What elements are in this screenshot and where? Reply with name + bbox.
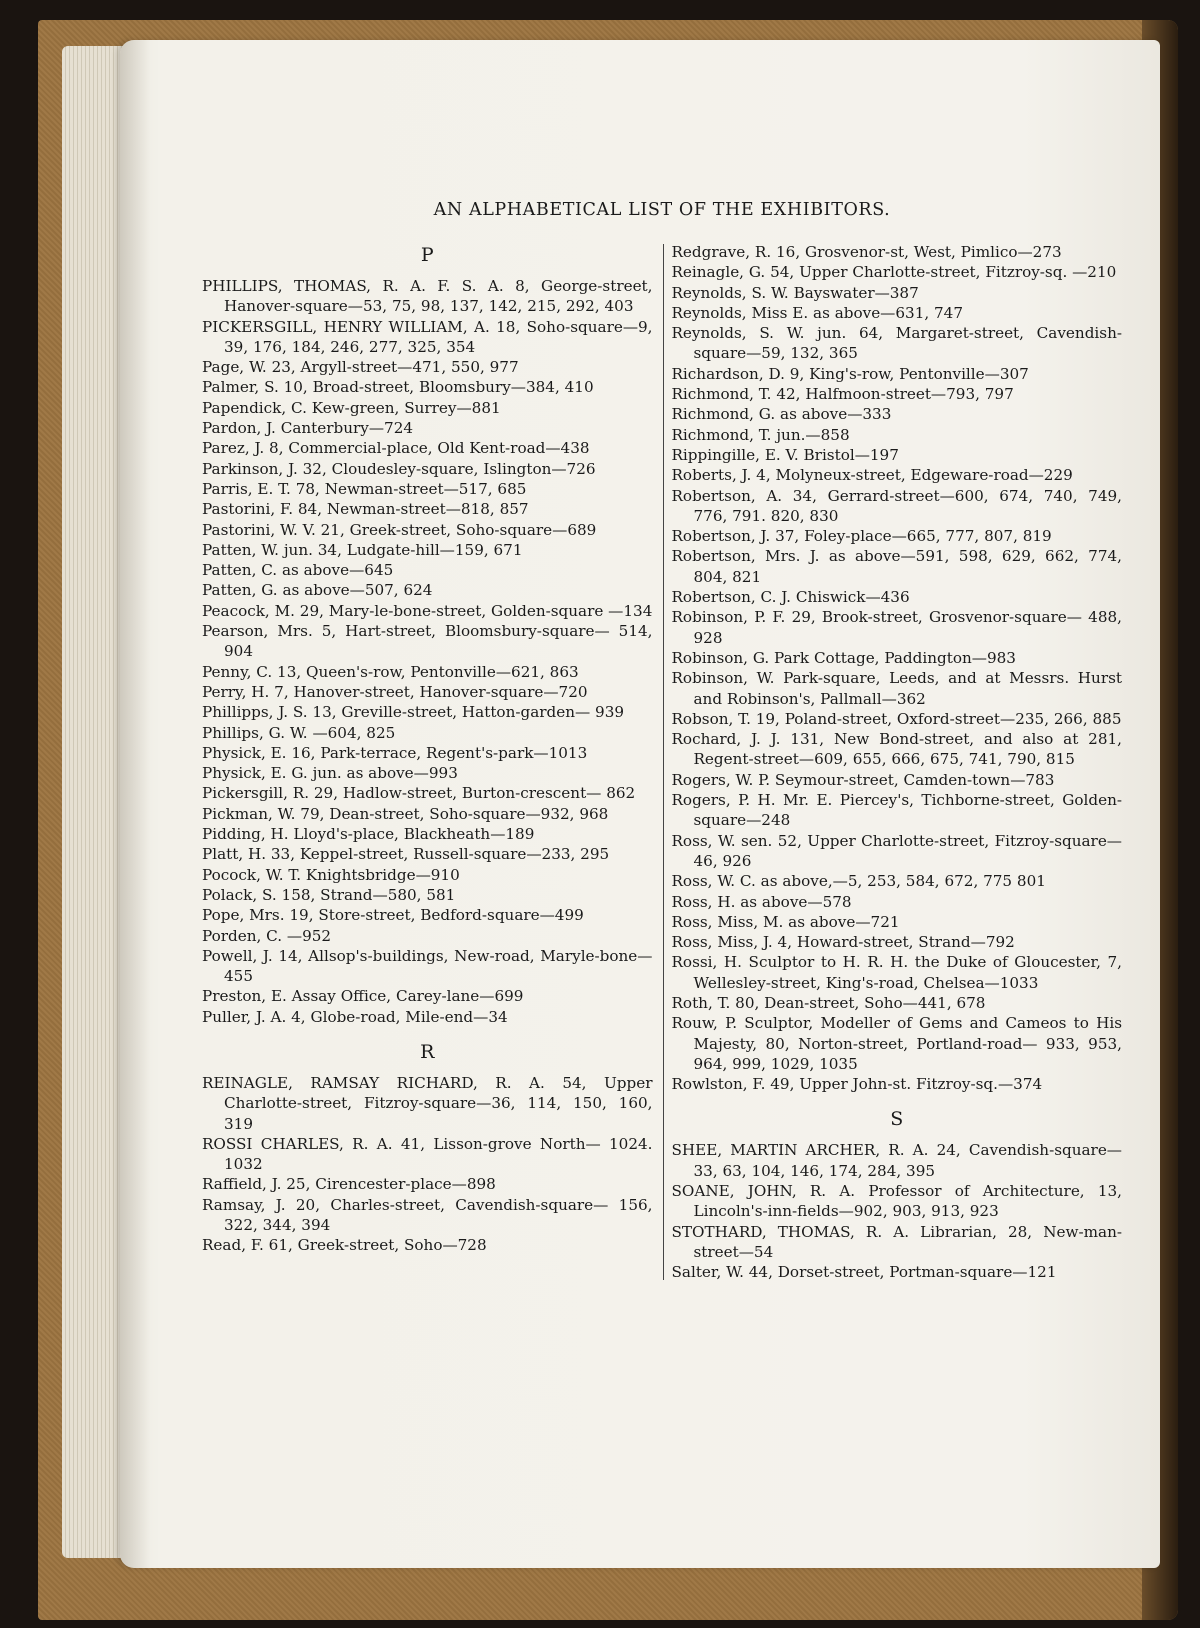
exhibitor-entry: Ramsay, J. 20, Charles-street, Cavendish-square— 156, 322, 344, 394 xyxy=(202,1195,653,1235)
exhibitor-entry: Patten, C. as above—645 xyxy=(202,561,394,580)
exhibitor-entry: Richmond, T. jun.—858 xyxy=(671,425,850,444)
exhibitor-entry: Pastorini, F. 84, Newman-street—818, 857 xyxy=(202,500,529,519)
exhibitor-entry: Physick, E. 16, Park-terrace, Regent's-park—1013 xyxy=(202,743,588,762)
left-column xyxy=(202,242,663,1283)
exhibitor-entry: Redgrave, R. 16, Grosvenor-st, West, Pimlico—273 xyxy=(671,243,1062,261)
exhibitor-entry: Rogers, W. P. Seymour-street, Camden-town—783 xyxy=(671,770,1055,789)
exhibitor-entry: Perry, H. 7, Hanover-street, Hanover-square—720 xyxy=(202,682,588,701)
exhibitor-entry: Phillips, G. W. —604, 825 xyxy=(202,723,396,742)
exhibitor-entry: Patten, G. as above—507, 624 xyxy=(202,581,433,600)
exhibitor-entry: Rochard, J. J. 131, New Bond-street, and also at 281, Regent-street—609, 655, 666, 675, 741, 790, 815 xyxy=(671,730,1122,769)
section-letter: S xyxy=(890,1108,904,1131)
exhibitor-entry: Robinson, G. Park Cottage, Paddington—983 xyxy=(671,648,1016,667)
exhibitor-entry: Reynolds, Miss E. as above—631, 747 xyxy=(671,303,964,322)
exhibitor-entry: Pope, Mrs. 19, Store-street, Bedford-square—499 xyxy=(202,906,584,925)
exhibitor-entry: Polack, S. 158, Strand—580, 581 xyxy=(202,885,456,904)
exhibitor-entry: SHEE, MARTIN ARCHER, R. A. 24, Cavendish-square—33, 63, 104, 146, 174, 284, 395 xyxy=(671,1141,1122,1180)
exhibitor-entry: Robson, T. 19, Poland-street, Oxford-street—235, 266, 885 xyxy=(671,709,1122,728)
exhibitor-entry: Parkinson, J. 32, Cloudesley-square, Islington—726 xyxy=(202,459,596,478)
exhibitor-entry: Rogers, P. H. Mr. E. Piercey's, Tichborne-street, Golden-square—248 xyxy=(671,791,1122,830)
exhibitor-entry: Ross, W. C. as above,—5, 253, 584, 672, 775 801 xyxy=(671,872,1046,891)
exhibitor-entry: Ross, Miss, J. 4, Howard-street, Strand—792 xyxy=(671,933,1015,952)
exhibitor-entry: Papendick, C. Kew-green, Surrey—881 xyxy=(202,398,501,417)
right-column xyxy=(664,242,1123,1283)
exhibitor-entry: Ross, Miss, M. as above—721 xyxy=(671,912,900,931)
exhibitor-entry: Preston, E. Assay Office, Carey-lane—699 xyxy=(202,987,524,1006)
exhibitor-entry: Physick, E. G. jun. as above—993 xyxy=(202,764,458,783)
exhibitor-entry: ROSSI CHARLES, R. A. 41, Lisson-grove North— 1024. 1032 xyxy=(202,1134,653,1174)
exhibitor-entry: Robertson, Mrs. J. as above—591, 598, 629, 662, 774, 804, 821 xyxy=(671,547,1122,586)
exhibitor-entry: Robertson, A. 34, Gerrard-street—600, 674, 740, 749, 776, 791. 820, 830 xyxy=(671,486,1122,525)
exhibitor-entry: Rouw, P. Sculptor, Modeller of Gems and Cameos to His Majesty, 80, Norton-street, Portland-road— 933, 953, 964, 999, 1029, 1035 xyxy=(671,1014,1122,1073)
exhibitor-entry: REINAGLE, RAMSAY RICHARD, R. A. 54, Upper Charlotte-street, Fitzroy-square—36, 114, 150, 160, 319 xyxy=(202,1073,653,1133)
exhibitor-entry: Rowlston, F. 49, Upper John-st. Fitzroy-sq.—374 xyxy=(671,1075,1043,1094)
exhibitor-entry: Porden, C. —952 xyxy=(202,926,332,945)
exhibitor-entry: Patten, W. jun. 34, Ludgate-hill—159, 671 xyxy=(202,540,523,559)
exhibitor-entry: Ross, H. as above—578 xyxy=(671,892,852,911)
exhibitor-entry: Rippingille, E. V. Bristol—197 xyxy=(671,445,899,464)
exhibitor-entry: STOTHARD, THOMAS, R. A. Librarian, 28, New-man-street—54 xyxy=(671,1222,1122,1261)
exhibitor-entry: Robertson, C. J. Chiswick—436 xyxy=(671,588,910,607)
section-letter: R xyxy=(420,1040,435,1063)
exhibitor-entry: Richmond, T. 42, Halfmoon-street—793, 797 xyxy=(671,385,1014,404)
exhibitor-entry: Parez, J. 8, Commercial-place, Old Kent-road—438 xyxy=(202,439,590,458)
exhibitor-entry: Ross, W. sen. 52, Upper Charlotte-street, Fitzroy-square—46, 926 xyxy=(671,831,1122,870)
exhibitor-entry: Reynolds, S. W. jun. 64, Margaret-street, Cavendish-square—59, 132, 365 xyxy=(671,324,1122,363)
exhibitor-entry: Pearson, Mrs. 5, Hart-street, Bloomsbury-square— 514, 904 xyxy=(202,622,653,661)
exhibitor-entry: Robinson, W. Park-square, Leeds, and at Messrs. Hurst and Robinson's, Pallmall—362 xyxy=(671,669,1122,708)
book-page xyxy=(120,40,1160,1568)
exhibitor-entry: Platt, H. 33, Keppel-street, Russell-square—233, 295 xyxy=(202,845,610,864)
exhibitor-entry: SOANE, JOHN, R. A. Professor of Architecture, 13, Lincoln's-inn-fields—902, 903, 913, 923 xyxy=(671,1182,1122,1221)
two-column-list xyxy=(202,242,1122,1283)
exhibitor-entry: Penny, C. 13, Queen's-row, Pentonville—621, 863 xyxy=(202,662,579,681)
exhibitor-entry: Richardson, D. 9, King's-row, Pentonville—307 xyxy=(671,364,1029,383)
exhibitor-entry: Richmond, G. as above—333 xyxy=(671,405,892,424)
exhibitor-entry: Palmer, S. 10, Broad-street, Bloomsbury—384, 410 xyxy=(202,378,594,397)
page-content xyxy=(202,200,1122,1283)
exhibitor-entry: Reinagle, G. 54, Upper Charlotte-street, Fitzroy-sq. —210 xyxy=(671,263,1117,282)
exhibitor-entry: Phillipps, J. S. 13, Greville-street, Hatton-garden— 939 xyxy=(202,703,625,722)
exhibitor-entry: Pastorini, W. V. 21, Greek-street, Soho-square—689 xyxy=(202,520,597,539)
exhibitor-entry: Powell, J. 14, Allsop's-buildings, New-road, Maryle-bone—455 xyxy=(202,946,653,986)
exhibitor-entry: Pocock, W. T. Knightsbridge—910 xyxy=(202,865,460,884)
exhibitor-entry: Raffield, J. 25, Cirencester-place—898 xyxy=(202,1175,496,1194)
exhibitor-entry: Salter, W. 44, Dorset-street, Portman-square—121 xyxy=(671,1263,1057,1282)
exhibitor-entry: Read, F. 61, Greek-street, Soho—728 xyxy=(202,1236,487,1255)
exhibitor-entry: Pardon, J. Canterbury—724 xyxy=(202,419,414,438)
exhibitor-entry: Page, W. 23, Argyll-street—471, 550, 977 xyxy=(202,358,519,377)
page-gutter xyxy=(120,40,150,1568)
exhibitor-entry: Roth, T. 80, Dean-street, Soho—441, 678 xyxy=(671,993,986,1012)
exhibitor-entry: Roberts, J. 4, Molyneux-street, Edgeware-road—229 xyxy=(671,466,1073,485)
exhibitor-entry: Robinson, P. F. 29, Brook-street, Grosvenor-square— 488, 928 xyxy=(671,608,1122,647)
exhibitor-entry: Parris, E. T. 78, Newman-street—517, 685 xyxy=(202,479,527,498)
exhibitor-entry: Pickersgill, R. 29, Hadlow-street, Burton-crescent— 862 xyxy=(202,784,636,803)
exhibitor-entry: Pidding, H. Lloyd's-place, Blackheath—189 xyxy=(202,825,535,844)
exhibitor-entry: Puller, J. A. 4, Globe-road, Mile-end—34 xyxy=(202,1007,508,1026)
exhibitor-entry: Robertson, J. 37, Foley-place—665, 777, 807, 819 xyxy=(671,527,1052,546)
exhibitor-entry: Peacock, M. 29, Mary-le-bone-street, Golden-square —134 xyxy=(202,601,653,620)
exhibitor-entry: Pickman, W. 79, Dean-street, Soho-square—932, 968 xyxy=(202,804,609,823)
exhibitor-entry: Rossi, H. Sculptor to H. R. H. the Duke of Gloucester, 7, Wellesley-street, King's-road, Chelsea—1033 xyxy=(671,953,1122,992)
exhibitor-entry: PICKERSGILL, HENRY WILLIAM, A. 18, Soho-square—9, 39, 176, 184, 246, 277, 325, 354 xyxy=(202,317,653,356)
exhibitor-entry: Reynolds, S. W. Bayswater—387 xyxy=(671,283,919,302)
section-letter: P xyxy=(420,244,434,266)
page-title: AN ALPHABETICAL LIST OF THE EXHIBITORS. xyxy=(433,200,891,220)
exhibitor-entry: PHILLIPS, THOMAS, R. A. F. S. A. 8, George-street, Hanover-square—53, 75, 98, 137, 142, 215, 292, 403 xyxy=(202,277,653,316)
